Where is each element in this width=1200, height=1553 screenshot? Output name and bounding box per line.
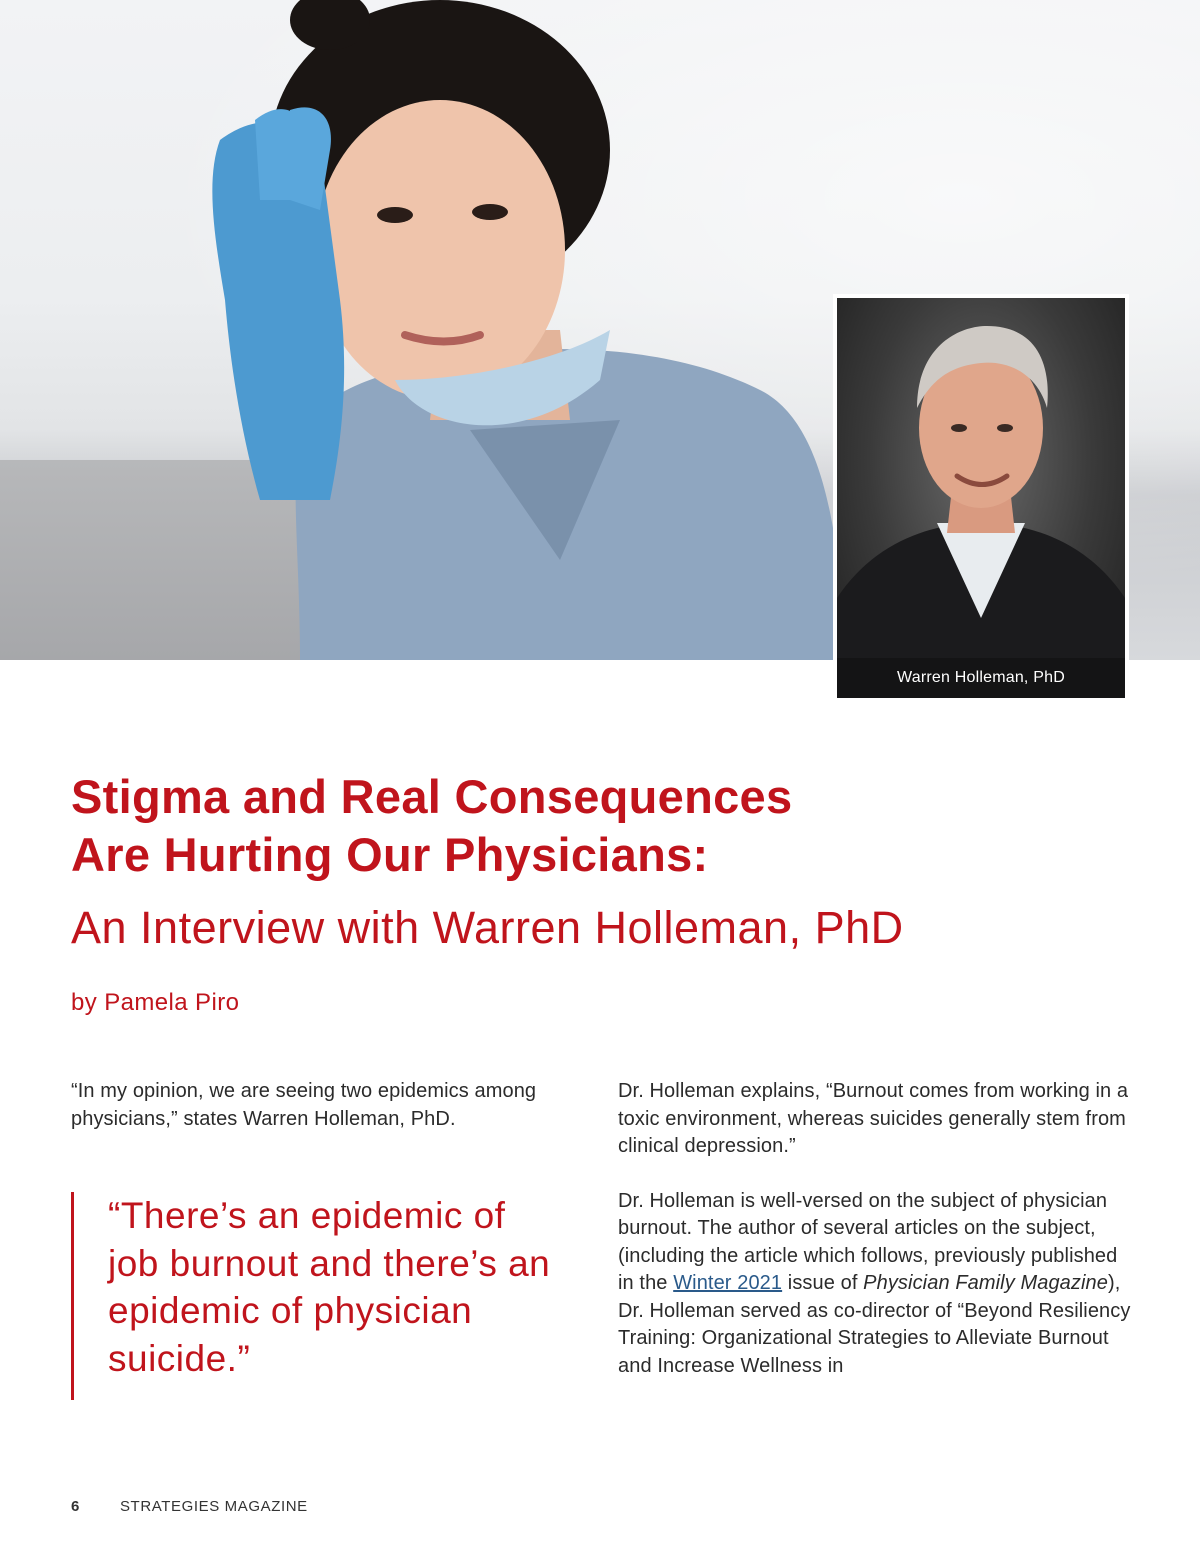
page-number: 6 <box>71 1498 80 1515</box>
article-subhead: An Interview with Warren Holleman, PhD <box>71 902 904 953</box>
portrait-illustration <box>837 298 1125 698</box>
winter-2021-link[interactable]: Winter 2021 <box>673 1272 783 1294</box>
right-paragraph-1: Dr. Holleman explains, “Burnout comes from working in a toxic environment, whereas suicides generally stem from clinical depression.” <box>618 1080 1129 1157</box>
right-paragraph-2 <box>618 1188 1138 1381</box>
left-paragraph: “In my opinion, we are seeing two epidemics among physicians,” states Warren Holleman, PhD. <box>71 1080 537 1130</box>
portrait-photo <box>833 294 1129 702</box>
headline-line-1: Stigma and Real Consequences <box>71 770 793 823</box>
right-paragraph-2-part-a: Dr. Holleman is well-versed on the subject of physician burnout. The author of several articles on the subject, (including the article which follows, previously published in the <box>618 1189 1118 1294</box>
pull-quote-text: “There’s an epidemic of job burnout and there’s an epidemic of physician suicide.” <box>108 1195 551 1379</box>
right-paragraph-2-part-b: issue of <box>782 1272 864 1294</box>
headline-line-2: Are Hurting Our Physicians: <box>71 828 709 881</box>
portrait-caption: Warren Holleman, PhD <box>837 658 1125 698</box>
pull-quote <box>71 1192 551 1400</box>
page-footer <box>71 1497 308 1517</box>
article-byline: by Pamela Piro <box>71 989 240 1016</box>
article-headline <box>71 768 1131 884</box>
magazine-title: Physician Family Magazine <box>863 1272 1108 1294</box>
publication-name: STRATEGIES MAGAZINE <box>119 1498 308 1515</box>
right-column <box>618 1078 1138 1407</box>
right-paragraph-2-part-c: ), Dr. Holleman served as co-director of “Beyond Resiliency Training: Organizational Strategies to Alleviate Burnout and Increase Wellness in <box>618 1272 1131 1377</box>
left-column <box>71 1078 561 1160</box>
